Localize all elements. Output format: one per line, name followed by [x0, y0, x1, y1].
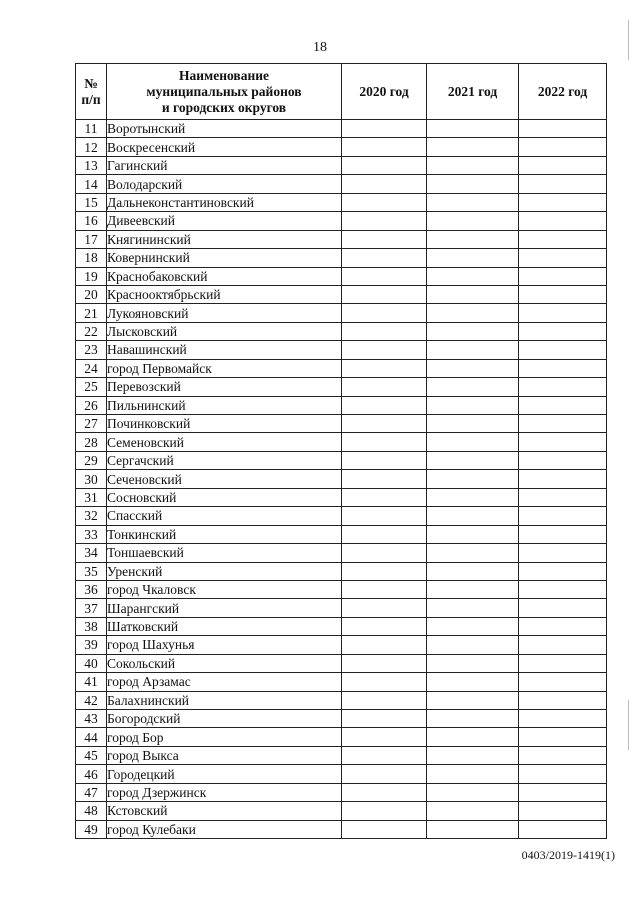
table-row [76, 728, 607, 746]
cell-2020 [342, 746, 427, 764]
cell-2020 [342, 212, 427, 230]
cell-2020 [342, 580, 427, 598]
row-name: Богородский [107, 710, 342, 728]
row-number: 28 [76, 433, 107, 451]
row-number: 21 [76, 304, 107, 322]
cell-2022 [519, 802, 607, 820]
row-name: город Бор [107, 728, 342, 746]
cell-2021 [427, 765, 519, 783]
cell-2020 [342, 673, 427, 691]
cell-2020 [342, 249, 427, 267]
cell-2020 [342, 820, 427, 838]
row-number: 46 [76, 765, 107, 783]
cell-2022 [519, 544, 607, 562]
cell-2022 [519, 156, 607, 174]
row-number: 12 [76, 138, 107, 156]
row-name: Шатковский [107, 617, 342, 635]
municipal-table [75, 63, 607, 839]
table-row [76, 617, 607, 635]
cell-2021 [427, 267, 519, 285]
table-row [76, 120, 607, 138]
table-row [76, 544, 607, 562]
row-number: 23 [76, 341, 107, 359]
cell-2022 [519, 820, 607, 838]
row-name: Сергачский [107, 451, 342, 469]
table-row [76, 599, 607, 617]
row-number: 43 [76, 710, 107, 728]
table-row [76, 378, 607, 396]
row-number: 19 [76, 267, 107, 285]
cell-2020 [342, 415, 427, 433]
row-name: Лукояновский [107, 304, 342, 322]
cell-2020 [342, 322, 427, 340]
row-name: Краснобаковский [107, 267, 342, 285]
cell-2020 [342, 636, 427, 654]
row-name: Сосновский [107, 488, 342, 506]
row-number: 49 [76, 820, 107, 838]
row-number: 48 [76, 802, 107, 820]
row-name: Шарангский [107, 599, 342, 617]
row-number: 11 [76, 120, 107, 138]
table-row [76, 175, 607, 193]
row-name: Дальнеконстантиновский [107, 193, 342, 211]
cell-2021 [427, 783, 519, 801]
table-row [76, 654, 607, 672]
cell-2022 [519, 249, 607, 267]
table-row [76, 212, 607, 230]
cell-2022 [519, 580, 607, 598]
cell-2021 [427, 359, 519, 377]
table-row [76, 783, 607, 801]
cell-2022 [519, 359, 607, 377]
row-number: 32 [76, 507, 107, 525]
cell-2021 [427, 507, 519, 525]
row-number: 37 [76, 599, 107, 617]
table-row [76, 746, 607, 764]
row-name: город Выкса [107, 746, 342, 764]
cell-2020 [342, 156, 427, 174]
row-name: Краснооктябрьский [107, 285, 342, 303]
cell-2020 [342, 433, 427, 451]
row-number: 45 [76, 746, 107, 764]
table-row [76, 267, 607, 285]
cell-2022 [519, 341, 607, 359]
cell-2021 [427, 802, 519, 820]
cell-2020 [342, 470, 427, 488]
row-name: Спасский [107, 507, 342, 525]
table-row [76, 488, 607, 506]
table-row [76, 580, 607, 598]
row-number: 34 [76, 544, 107, 562]
page-number: 18 [313, 40, 327, 55]
row-number: 27 [76, 415, 107, 433]
row-name: Тоншаевский [107, 544, 342, 562]
cell-2021 [427, 673, 519, 691]
cell-2020 [342, 120, 427, 138]
row-name: Тонкинский [107, 525, 342, 543]
cell-2020 [342, 802, 427, 820]
cell-2021 [427, 710, 519, 728]
cell-2022 [519, 285, 607, 303]
cell-2020 [342, 783, 427, 801]
row-name: город Арзамас [107, 673, 342, 691]
table-row [76, 562, 607, 580]
cell-2020 [342, 304, 427, 322]
row-number: 25 [76, 378, 107, 396]
cell-2020 [342, 544, 427, 562]
cell-2020 [342, 341, 427, 359]
cell-2022 [519, 451, 607, 469]
cell-2020 [342, 525, 427, 543]
cell-2022 [519, 212, 607, 230]
row-name: Уренский [107, 562, 342, 580]
cell-2020 [342, 728, 427, 746]
row-number: 35 [76, 562, 107, 580]
cell-2020 [342, 230, 427, 248]
cell-2022 [519, 525, 607, 543]
table-row [76, 230, 607, 248]
cell-2022 [519, 617, 607, 635]
header-2020: 2020 год [342, 64, 427, 120]
cell-2021 [427, 415, 519, 433]
cell-2020 [342, 359, 427, 377]
row-number: 47 [76, 783, 107, 801]
table-row [76, 156, 607, 174]
cell-2022 [519, 378, 607, 396]
row-name: Перевозский [107, 378, 342, 396]
row-name: Балахнинский [107, 691, 342, 709]
cell-2020 [342, 691, 427, 709]
cell-2022 [519, 691, 607, 709]
row-name: Сокольский [107, 654, 342, 672]
table-row [76, 138, 607, 156]
table-row [76, 673, 607, 691]
cell-2021 [427, 544, 519, 562]
cell-2020 [342, 599, 427, 617]
cell-2022 [519, 765, 607, 783]
row-name: Навашинский [107, 341, 342, 359]
row-number: 38 [76, 617, 107, 635]
table-row [76, 193, 607, 211]
row-number: 42 [76, 691, 107, 709]
cell-2021 [427, 304, 519, 322]
table-row [76, 802, 607, 820]
cell-2022 [519, 507, 607, 525]
table-row [76, 304, 607, 322]
table-row [76, 507, 607, 525]
row-name: Княгининский [107, 230, 342, 248]
cell-2021 [427, 691, 519, 709]
scan-edge-mark [628, 700, 629, 750]
row-number: 31 [76, 488, 107, 506]
cell-2022 [519, 562, 607, 580]
table-row [76, 359, 607, 377]
row-number: 39 [76, 636, 107, 654]
row-number: 18 [76, 249, 107, 267]
table-row [76, 285, 607, 303]
table-body [76, 120, 607, 839]
row-number: 26 [76, 396, 107, 414]
table-row [76, 415, 607, 433]
table-row [76, 322, 607, 340]
cell-2021 [427, 636, 519, 654]
row-name: Городецкий [107, 765, 342, 783]
table-row [76, 820, 607, 838]
cell-2020 [342, 617, 427, 635]
row-number: 44 [76, 728, 107, 746]
cell-2021 [427, 488, 519, 506]
row-number: 22 [76, 322, 107, 340]
cell-2021 [427, 525, 519, 543]
row-name: Семеновский [107, 433, 342, 451]
cell-2020 [342, 507, 427, 525]
row-number: 41 [76, 673, 107, 691]
cell-2020 [342, 193, 427, 211]
cell-2022 [519, 654, 607, 672]
table-row [76, 396, 607, 414]
cell-2020 [342, 451, 427, 469]
cell-2022 [519, 193, 607, 211]
document-code: 0403/2019-1419(1) [521, 848, 615, 862]
row-name: Воскресенский [107, 138, 342, 156]
cell-2020 [342, 285, 427, 303]
cell-2020 [342, 765, 427, 783]
row-name: город Чкаловск [107, 580, 342, 598]
row-name: город Первомайск [107, 359, 342, 377]
cell-2022 [519, 783, 607, 801]
table-row [76, 341, 607, 359]
row-name: город Шахунья [107, 636, 342, 654]
cell-2022 [519, 175, 607, 193]
cell-2022 [519, 230, 607, 248]
table-row [76, 636, 607, 654]
cell-2020 [342, 488, 427, 506]
table-row [76, 451, 607, 469]
cell-2022 [519, 636, 607, 654]
cell-2021 [427, 433, 519, 451]
row-number: 20 [76, 285, 107, 303]
cell-2021 [427, 470, 519, 488]
cell-2021 [427, 599, 519, 617]
table-row [76, 525, 607, 543]
row-number: 33 [76, 525, 107, 543]
cell-2021 [427, 285, 519, 303]
cell-2020 [342, 562, 427, 580]
cell-2022 [519, 267, 607, 285]
cell-2021 [427, 654, 519, 672]
row-number: 13 [76, 156, 107, 174]
row-name: Сеченовский [107, 470, 342, 488]
row-name: Гагинский [107, 156, 342, 174]
cell-2021 [427, 580, 519, 598]
cell-2022 [519, 470, 607, 488]
cell-2021 [427, 562, 519, 580]
row-name: Пильнинский [107, 396, 342, 414]
cell-2022 [519, 415, 607, 433]
row-number: 40 [76, 654, 107, 672]
cell-2021 [427, 156, 519, 174]
cell-2021 [427, 396, 519, 414]
cell-2022 [519, 673, 607, 691]
cell-2021 [427, 120, 519, 138]
cell-2022 [519, 710, 607, 728]
table-row [76, 710, 607, 728]
row-name: город Дзержинск [107, 783, 342, 801]
cell-2020 [342, 267, 427, 285]
header-num: № п/п [76, 64, 107, 120]
cell-2021 [427, 728, 519, 746]
table-header-row [76, 64, 607, 120]
cell-2021 [427, 617, 519, 635]
header-name: Наименование муниципальных районов и городских округов [107, 64, 342, 120]
cell-2020 [342, 378, 427, 396]
row-number: 36 [76, 580, 107, 598]
cell-2021 [427, 746, 519, 764]
cell-2022 [519, 138, 607, 156]
row-name: Воротынский [107, 120, 342, 138]
row-name: Лысковский [107, 322, 342, 340]
row-name: Ковернинский [107, 249, 342, 267]
cell-2020 [342, 138, 427, 156]
cell-2021 [427, 230, 519, 248]
row-number: 29 [76, 451, 107, 469]
cell-2022 [519, 488, 607, 506]
table-row [76, 470, 607, 488]
row-name: Дивеевский [107, 212, 342, 230]
row-name: Починковский [107, 415, 342, 433]
table-row [76, 691, 607, 709]
cell-2022 [519, 304, 607, 322]
cell-2020 [342, 710, 427, 728]
table-row [76, 249, 607, 267]
cell-2020 [342, 175, 427, 193]
cell-2021 [427, 820, 519, 838]
scan-edge-mark [628, 20, 629, 60]
cell-2022 [519, 728, 607, 746]
cell-2021 [427, 249, 519, 267]
row-name: Володарский [107, 175, 342, 193]
cell-2022 [519, 322, 607, 340]
row-name: Кстовский [107, 802, 342, 820]
cell-2022 [519, 599, 607, 617]
cell-2022 [519, 120, 607, 138]
cell-2021 [427, 138, 519, 156]
row-number: 24 [76, 359, 107, 377]
row-number: 14 [76, 175, 107, 193]
cell-2021 [427, 451, 519, 469]
row-number: 16 [76, 212, 107, 230]
cell-2020 [342, 396, 427, 414]
cell-2021 [427, 341, 519, 359]
cell-2022 [519, 396, 607, 414]
cell-2021 [427, 322, 519, 340]
table-row [76, 765, 607, 783]
row-number: 15 [76, 193, 107, 211]
table-row [76, 433, 607, 451]
cell-2021 [427, 193, 519, 211]
cell-2021 [427, 378, 519, 396]
header-2021: 2021 год [427, 64, 519, 120]
row-number: 17 [76, 230, 107, 248]
cell-2022 [519, 746, 607, 764]
row-name: город Кулебаки [107, 820, 342, 838]
row-number: 30 [76, 470, 107, 488]
cell-2020 [342, 654, 427, 672]
cell-2021 [427, 175, 519, 193]
cell-2021 [427, 212, 519, 230]
header-2022: 2022 год [519, 64, 607, 120]
cell-2022 [519, 433, 607, 451]
